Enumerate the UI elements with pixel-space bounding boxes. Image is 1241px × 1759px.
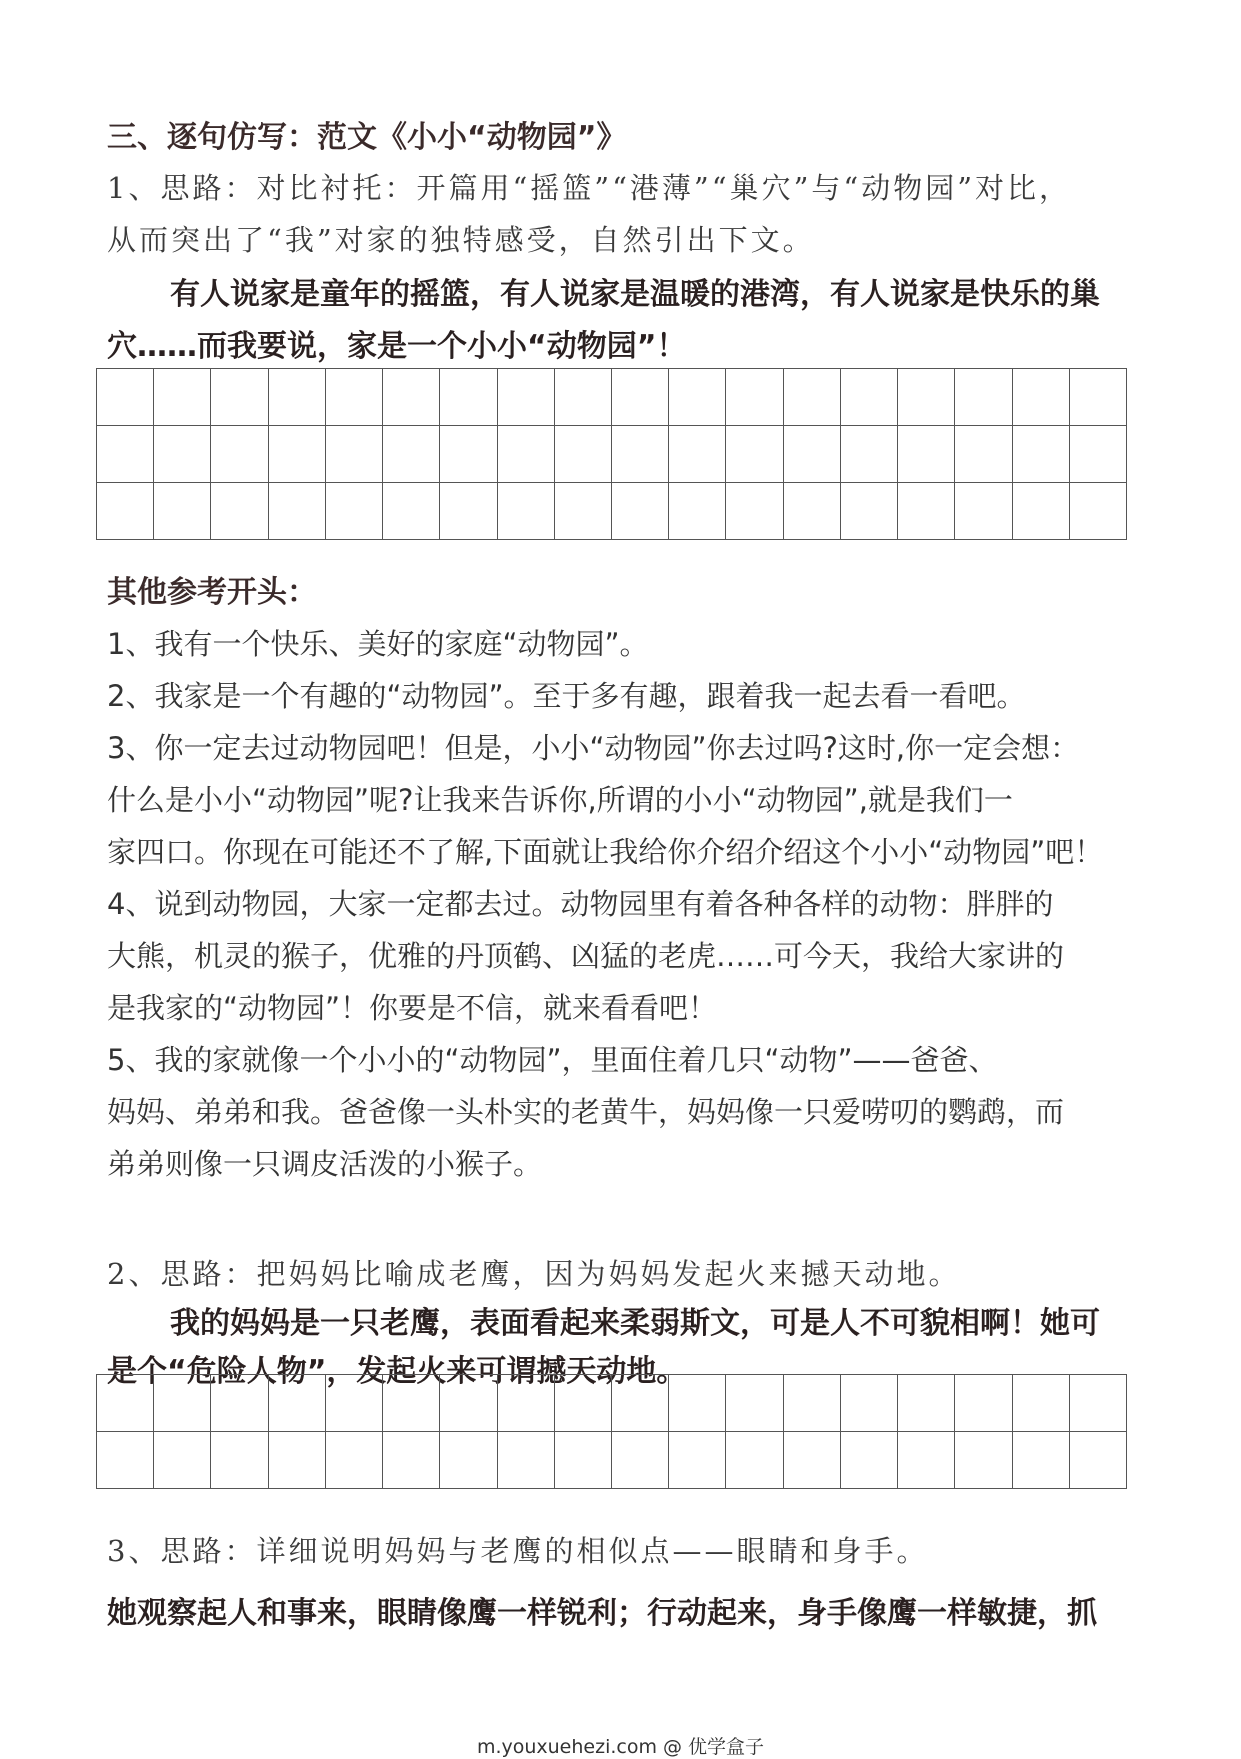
model-1-line-1: 有人说家是童年的摇篮，有人说家是温暖的港湾，有人说家是快乐的巢 — [170, 277, 1100, 312]
grid-cell[interactable] — [1070, 369, 1127, 426]
reference-line: 2、我家是一个有趣的“动物园”。至于多有趣，跟着我一起去看一看吧。 — [107, 679, 1026, 713]
grid-cell[interactable] — [326, 483, 383, 540]
grid-cell[interactable] — [154, 483, 211, 540]
grid-cell[interactable] — [1013, 1432, 1070, 1489]
grid-cell[interactable] — [154, 369, 211, 426]
grid-cell[interactable] — [784, 1432, 841, 1489]
grid-cell[interactable] — [784, 369, 841, 426]
grid-cell[interactable] — [383, 426, 440, 483]
writing-grid-1[interactable] — [96, 368, 1127, 540]
grid-cell[interactable] — [669, 483, 726, 540]
grid-cell[interactable] — [97, 1375, 154, 1432]
reference-line: 是我家的“动物园”！你要是不信，就来看看吧！ — [107, 991, 718, 1025]
reference-line: 妈妈、弟弟和我。爸爸像一头朴实的老黄牛，妈妈像一只爱唠叨的鹦鹉，而 — [107, 1095, 1065, 1129]
grid-cell[interactable] — [669, 1432, 726, 1489]
idea-2: 2、思路：把妈妈比喻成老鹰，因为妈妈发起火来撼天动地。 — [107, 1257, 961, 1291]
grid-cell[interactable] — [383, 1375, 440, 1432]
grid-cell[interactable] — [841, 483, 898, 540]
grid-cell[interactable] — [440, 1432, 497, 1489]
grid-cell[interactable] — [955, 369, 1012, 426]
grid-cell[interactable] — [669, 426, 726, 483]
grid-cell[interactable] — [1013, 483, 1070, 540]
grid-cell[interactable] — [1013, 1375, 1070, 1432]
grid-cell[interactable] — [841, 426, 898, 483]
grid-cell[interactable] — [555, 483, 612, 540]
grid-cell[interactable] — [1013, 426, 1070, 483]
grid-cell[interactable] — [669, 1375, 726, 1432]
grid-cell[interactable] — [326, 1432, 383, 1489]
model-3-line-1: 她观察起人和事来，眼睛像鹰一样锐利；行动起来，身手像鹰一样敏捷，抓 — [107, 1596, 1097, 1631]
grid-cell[interactable] — [498, 1375, 555, 1432]
grid-cell[interactable] — [440, 483, 497, 540]
reference-line: 1、我有一个快乐、美好的家庭“动物园”。 — [107, 627, 649, 661]
grid-cell[interactable] — [269, 483, 326, 540]
reference-line: 5、我的家就像一个小小的“动物园”，里面住着几只“动物”——爸爸、 — [107, 1043, 998, 1077]
grid-cell[interactable] — [898, 483, 955, 540]
grid-cell[interactable] — [97, 1432, 154, 1489]
reference-line: 弟弟则像一只调皮活泼的小猴子。 — [107, 1147, 543, 1181]
model-2-line-1: 我的妈妈是一只老鹰，表面看起来柔弱斯文，可是人不可貌相啊！她可 — [170, 1306, 1100, 1341]
reference-line: 3、你一定去过动物园吧！但是，小小“动物园”你去过吗?这时,你一定会想： — [107, 731, 1080, 765]
grid-cell[interactable] — [440, 426, 497, 483]
idea-1-line-2: 从而突出了“我”对家的独特感受，自然引出下文。 — [107, 223, 815, 257]
reference-line: 家四口。你现在可能还不了解,下面就让我给你介绍介绍这个小小“动物园”吧！ — [107, 835, 1104, 869]
grid-cell[interactable] — [269, 1375, 326, 1432]
grid-cell[interactable] — [383, 369, 440, 426]
grid-cell[interactable] — [669, 369, 726, 426]
grid-cell[interactable] — [1070, 1375, 1127, 1432]
grid-cell[interactable] — [726, 483, 783, 540]
grid-cell[interactable] — [726, 369, 783, 426]
grid-cell[interactable] — [383, 483, 440, 540]
grid-cell[interactable] — [211, 1375, 268, 1432]
grid-cell[interactable] — [97, 426, 154, 483]
grid-cell[interactable] — [555, 1375, 612, 1432]
grid-cell[interactable] — [841, 1432, 898, 1489]
grid-cell[interactable] — [612, 426, 669, 483]
grid-cell[interactable] — [955, 426, 1012, 483]
footer-watermark: m.youxuehezi.com @ 优学盒子 — [476, 1736, 765, 1758]
grid-cell[interactable] — [555, 369, 612, 426]
grid-cell[interactable] — [612, 1375, 669, 1432]
grid-cell[interactable] — [269, 426, 326, 483]
grid-cell[interactable] — [383, 1432, 440, 1489]
grid-cell[interactable] — [154, 426, 211, 483]
grid-cell[interactable] — [955, 1375, 1012, 1432]
grid-cell[interactable] — [1013, 369, 1070, 426]
grid-cell[interactable] — [955, 1432, 1012, 1489]
grid-cell[interactable] — [211, 483, 268, 540]
grid-cell[interactable] — [326, 426, 383, 483]
grid-cell[interactable] — [555, 426, 612, 483]
grid-cell[interactable] — [726, 426, 783, 483]
grid-cell[interactable] — [784, 426, 841, 483]
grid-cell[interactable] — [841, 1375, 898, 1432]
grid-cell[interactable] — [1070, 1432, 1127, 1489]
reference-line: 4、说到动物园，大家一定都去过。动物园里有着各种各样的动物：胖胖的 — [107, 887, 1054, 921]
grid-cell[interactable] — [269, 369, 326, 426]
reference-line: 什么是小小“动物园”呢?让我来告诉你,所谓的小小“动物园”,就是我们一 — [107, 783, 1013, 817]
grid-cell[interactable] — [841, 369, 898, 426]
grid-cell[interactable] — [612, 483, 669, 540]
grid-cell[interactable] — [97, 483, 154, 540]
idea-3: 3、思路：详细说明妈妈与老鹰的相似点——眼睛和身手。 — [107, 1534, 929, 1568]
grid-cell[interactable] — [612, 369, 669, 426]
grid-cell[interactable] — [269, 1432, 326, 1489]
model-2-line-2: 是个“危险人物”，发起火来可谓撼天动地。 — [107, 1354, 687, 1389]
grid-cell[interactable] — [898, 426, 955, 483]
grid-cell[interactable] — [326, 1375, 383, 1432]
grid-cell[interactable] — [440, 1375, 497, 1432]
grid-cell[interactable] — [555, 1432, 612, 1489]
grid-cell[interactable] — [154, 1432, 211, 1489]
grid-cell[interactable] — [726, 1432, 783, 1489]
grid-cell[interactable] — [211, 426, 268, 483]
section-title: 三、逐句仿写：范文《小小“动物园”》 — [107, 120, 627, 155]
grid-cell[interactable] — [898, 1375, 955, 1432]
grid-cell[interactable] — [211, 369, 268, 426]
idea-1-line-1: 1、思路：对比衬托：开篇用“摇篮”“港薄”“巢穴”与“动物园”对比， — [107, 171, 1072, 205]
grid-cell[interactable] — [726, 1375, 783, 1432]
reference-line: 大熊，机灵的猴子，优雅的丹顶鹤、凶猛的老虎……可今天，我给大家讲的 — [107, 939, 1065, 973]
grid-cell[interactable] — [898, 1432, 955, 1489]
grid-cell[interactable] — [440, 369, 497, 426]
grid-cell[interactable] — [498, 426, 555, 483]
writing-grid-2[interactable] — [96, 1374, 1127, 1489]
grid-cell[interactable] — [498, 369, 555, 426]
references-title: 其他参考开头： — [107, 575, 317, 610]
grid-cell[interactable] — [784, 1375, 841, 1432]
grid-cell[interactable] — [211, 1432, 268, 1489]
grid-cell[interactable] — [154, 1375, 211, 1432]
grid-cell[interactable] — [498, 1432, 555, 1489]
grid-cell[interactable] — [1070, 426, 1127, 483]
grid-cell[interactable] — [498, 483, 555, 540]
model-1-line-2: 穴……而我要说，家是一个小小“动物园”！ — [107, 329, 687, 364]
grid-cell[interactable] — [784, 483, 841, 540]
grid-cell[interactable] — [326, 369, 383, 426]
grid-cell[interactable] — [612, 1432, 669, 1489]
grid-cell[interactable] — [898, 369, 955, 426]
grid-cell[interactable] — [955, 483, 1012, 540]
grid-cell[interactable] — [1070, 483, 1127, 540]
grid-cell[interactable] — [97, 369, 154, 426]
